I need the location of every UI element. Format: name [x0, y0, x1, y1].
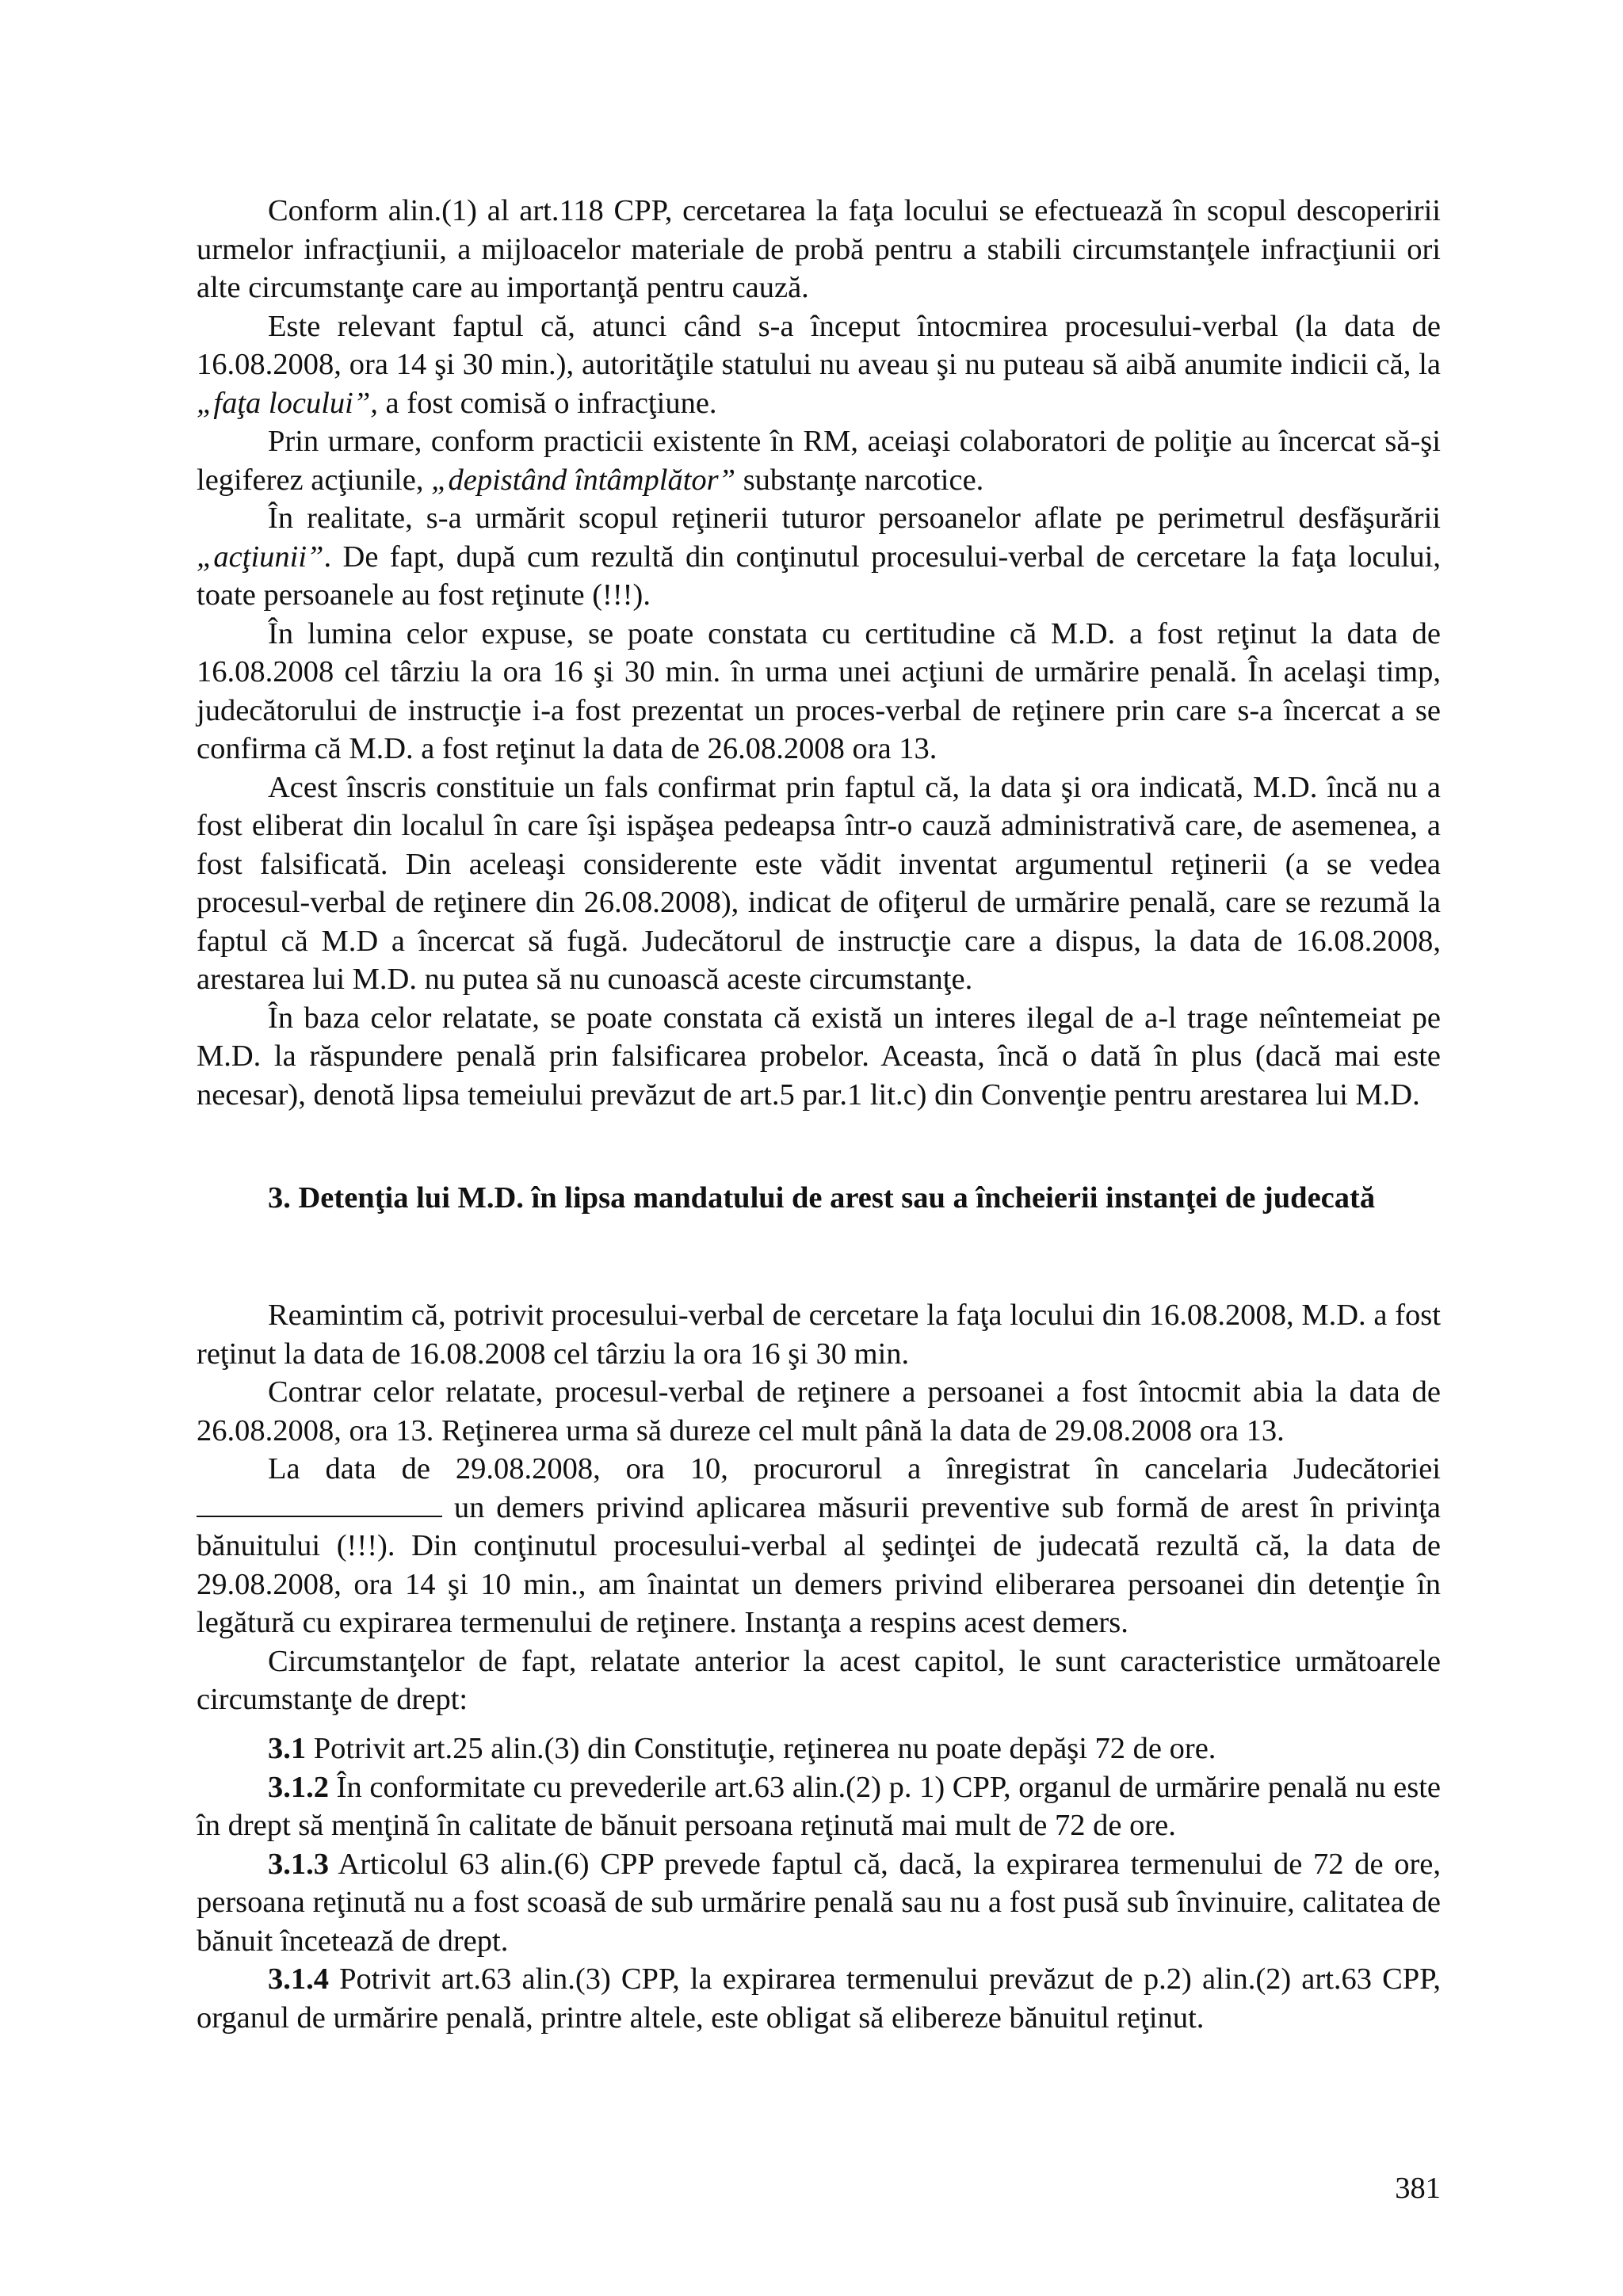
paragraph: În realitate, s-a urmărit scopul reţinerii tuturor persoanelor aflate pe perimetrul desfăşurării „acţiunii”. De fapt, după cum rezultă din conţinutul procesului-verbal de cercetare la faţa locului, toate persoanele au fost reţinute (!!!). [197, 502, 1441, 612]
legal-point: 3.1.4 Potrivit art.63 alin.(3) CPP, la expirarea termenului prevăzut de p.2) alin.(2) art.63 CPP, organul de urmărire penală, printre altele, este obligat să elibereze bănuitul reţinut. [197, 1962, 1441, 2035]
italic-quote: „acţiunii” [197, 540, 324, 574]
paragraph: În baza celor relatate, se poate constata că există un interes ilegal de a-l trage neîntemeiat pe M.D. la răspundere penală prin falsificarea probelor. Aceasta, încă o dată în plus (dacă mai este necesar), denotă lipsa temeiului prevăzut de art.5 par.1 lit.c) din Convenţie pentru arestarea lui M.D. [197, 1001, 1441, 1112]
paragraph: Acest înscris constituie un fals confirmat prin faptul că, la data şi ora indicată, M.D. încă nu a fost eliberat din localul în care îşi ispăşea pedeapsa într-o cauză administrativă care, de asemenea, a fost falsificată. Din aceleaşi considerente este vădit inventat argumentul reţinerii (a se vedea procesul-verbal de reţinere din 26.08.2008), indicat de ofiţerul de urmărire penală, care se rezumă la faptul că M.D a încercat să fugă. Judecătorul de instrucţie care a dispus, la data de 16.08.2008, arestarea lui M.D. nu putea să nu cunoască aceste circumstanţe. [197, 770, 1441, 996]
body-text-top [197, 192, 1441, 1114]
legal-point: 3.1.2 În conformitate cu prevederile art.63 alin.(2) p. 1) CPP, organul de urmărire penală nu este în drept să menţină în calitate de bănuit persoana reţinută mai mult de 72 de ore. [197, 1770, 1441, 1842]
point-number: 3.1.3 [268, 1847, 329, 1881]
point-number: 3.1.2 [268, 1770, 329, 1804]
paragraph: La data de 29.08.2008, ora 10, procurorul a înregistrat în cancelaria Judecătoriei un demers privind aplicarea măsurii preventive sub formă de arest în privinţa bănuitului (!!!). Din conţinutul procesului-verbal al şedinţei de judecată rezultă că, la data de 29.08.2008, ora 14 şi 10 min., am înaintat un demers privind eliberarea persoanei din detenţie în legătură cu expirarea termenului de reţinere. Instanţa a respins acest demers. [197, 1452, 1441, 1639]
italic-quote: „depistând întâmplător” [431, 463, 736, 497]
paragraph: Circumstanţelor de fapt, relatate anterior la acest capitol, le sunt caracteristice următoarele circumstanţe de drept: [197, 1644, 1441, 1716]
paragraph: Reamintim că, potrivit procesului-verbal de cercetare la faţa locului din 16.08.2008, M.D. a fost reţinut la data de 16.08.2008 cel târziu la ora 16 şi 30 min. [197, 1299, 1441, 1371]
legal-point: 3.1.3 Articolul 63 alin.(6) CPP prevede faptul că, dacă, la expirarea termenului de 72 de ore, persoana reţinută nu a fost scoasă de sub urmărire penală sau nu a fost pusă sub învinuire, calitatea de bănuit încetează de drept. [197, 1847, 1441, 1958]
point-number: 3.1 [268, 1732, 307, 1765]
page-number: 381 [1395, 2172, 1441, 2205]
paragraph: În lumina celor expuse, se poate constata cu certitudine că M.D. a fost reţinut la data de 16.08.2008 cel târziu la ora 16 şi 30 min. în urma unei acţiuni de urmărire penală. În acelaşi timp, judecătorului de instrucţie i-a fost prezentat un proces-verbal de reţinere prin care s-a încercat a se confirma că M.D. a fost reţinut la data de 26.08.2008 ora 13. [197, 616, 1441, 765]
paragraph: Prin urmare, conform practicii existente în RM, aceiaşi colaboratori de poliţie au încercat să-şi legiferez acţiunile, „depistând întâmplător” substanţe narcotice. [197, 425, 1441, 497]
point-number: 3.1.4 [268, 1962, 329, 1996]
legal-points [197, 1730, 1441, 2037]
blank-fill-line [197, 1492, 442, 1517]
paragraph: Contrar celor relatate, procesul-verbal de reţinere a persoanei a fost întocmit abia la data de 26.08.2008, ora 13. Reţinerea urma să dureze cel mult până la data de 29.08.2008 ora 13. [197, 1375, 1441, 1447]
paragraph: Conform alin.(1) al art.118 CPP, cercetarea la faţa locului se efectuează în scopul descoperirii urmelor infracţiunii, a mijloacelor materiale de probă pentru a stabili circumstanţele infracţiunii ori alte circumstanţe care au importanţă pentru cauză. [197, 194, 1441, 304]
legal-point: 3.1 Potrivit art.25 alin.(3) din Constituţie, reţinerea nu poate depăşi 72 de ore. [268, 1732, 1216, 1765]
section-heading: 3. Detenţia lui M.D. în lipsa mandatului de arest sau a încheierii instanţei de judecată [268, 1181, 1376, 1215]
italic-quote: „faţa locului”, [197, 386, 378, 420]
body-text-middle [197, 1296, 1441, 1719]
section-heading-wrap [197, 1179, 1441, 1218]
paragraph: Este relevant faptul că, atunci când s-a început întocmirea procesului-verbal (la data de 16.08.2008, ora 14 şi 30 min.), autorităţile statului nu aveau şi nu puteau să aibă anumite indicii că, la „faţa locului”, a fost comisă o infracţiune. [197, 309, 1441, 420]
